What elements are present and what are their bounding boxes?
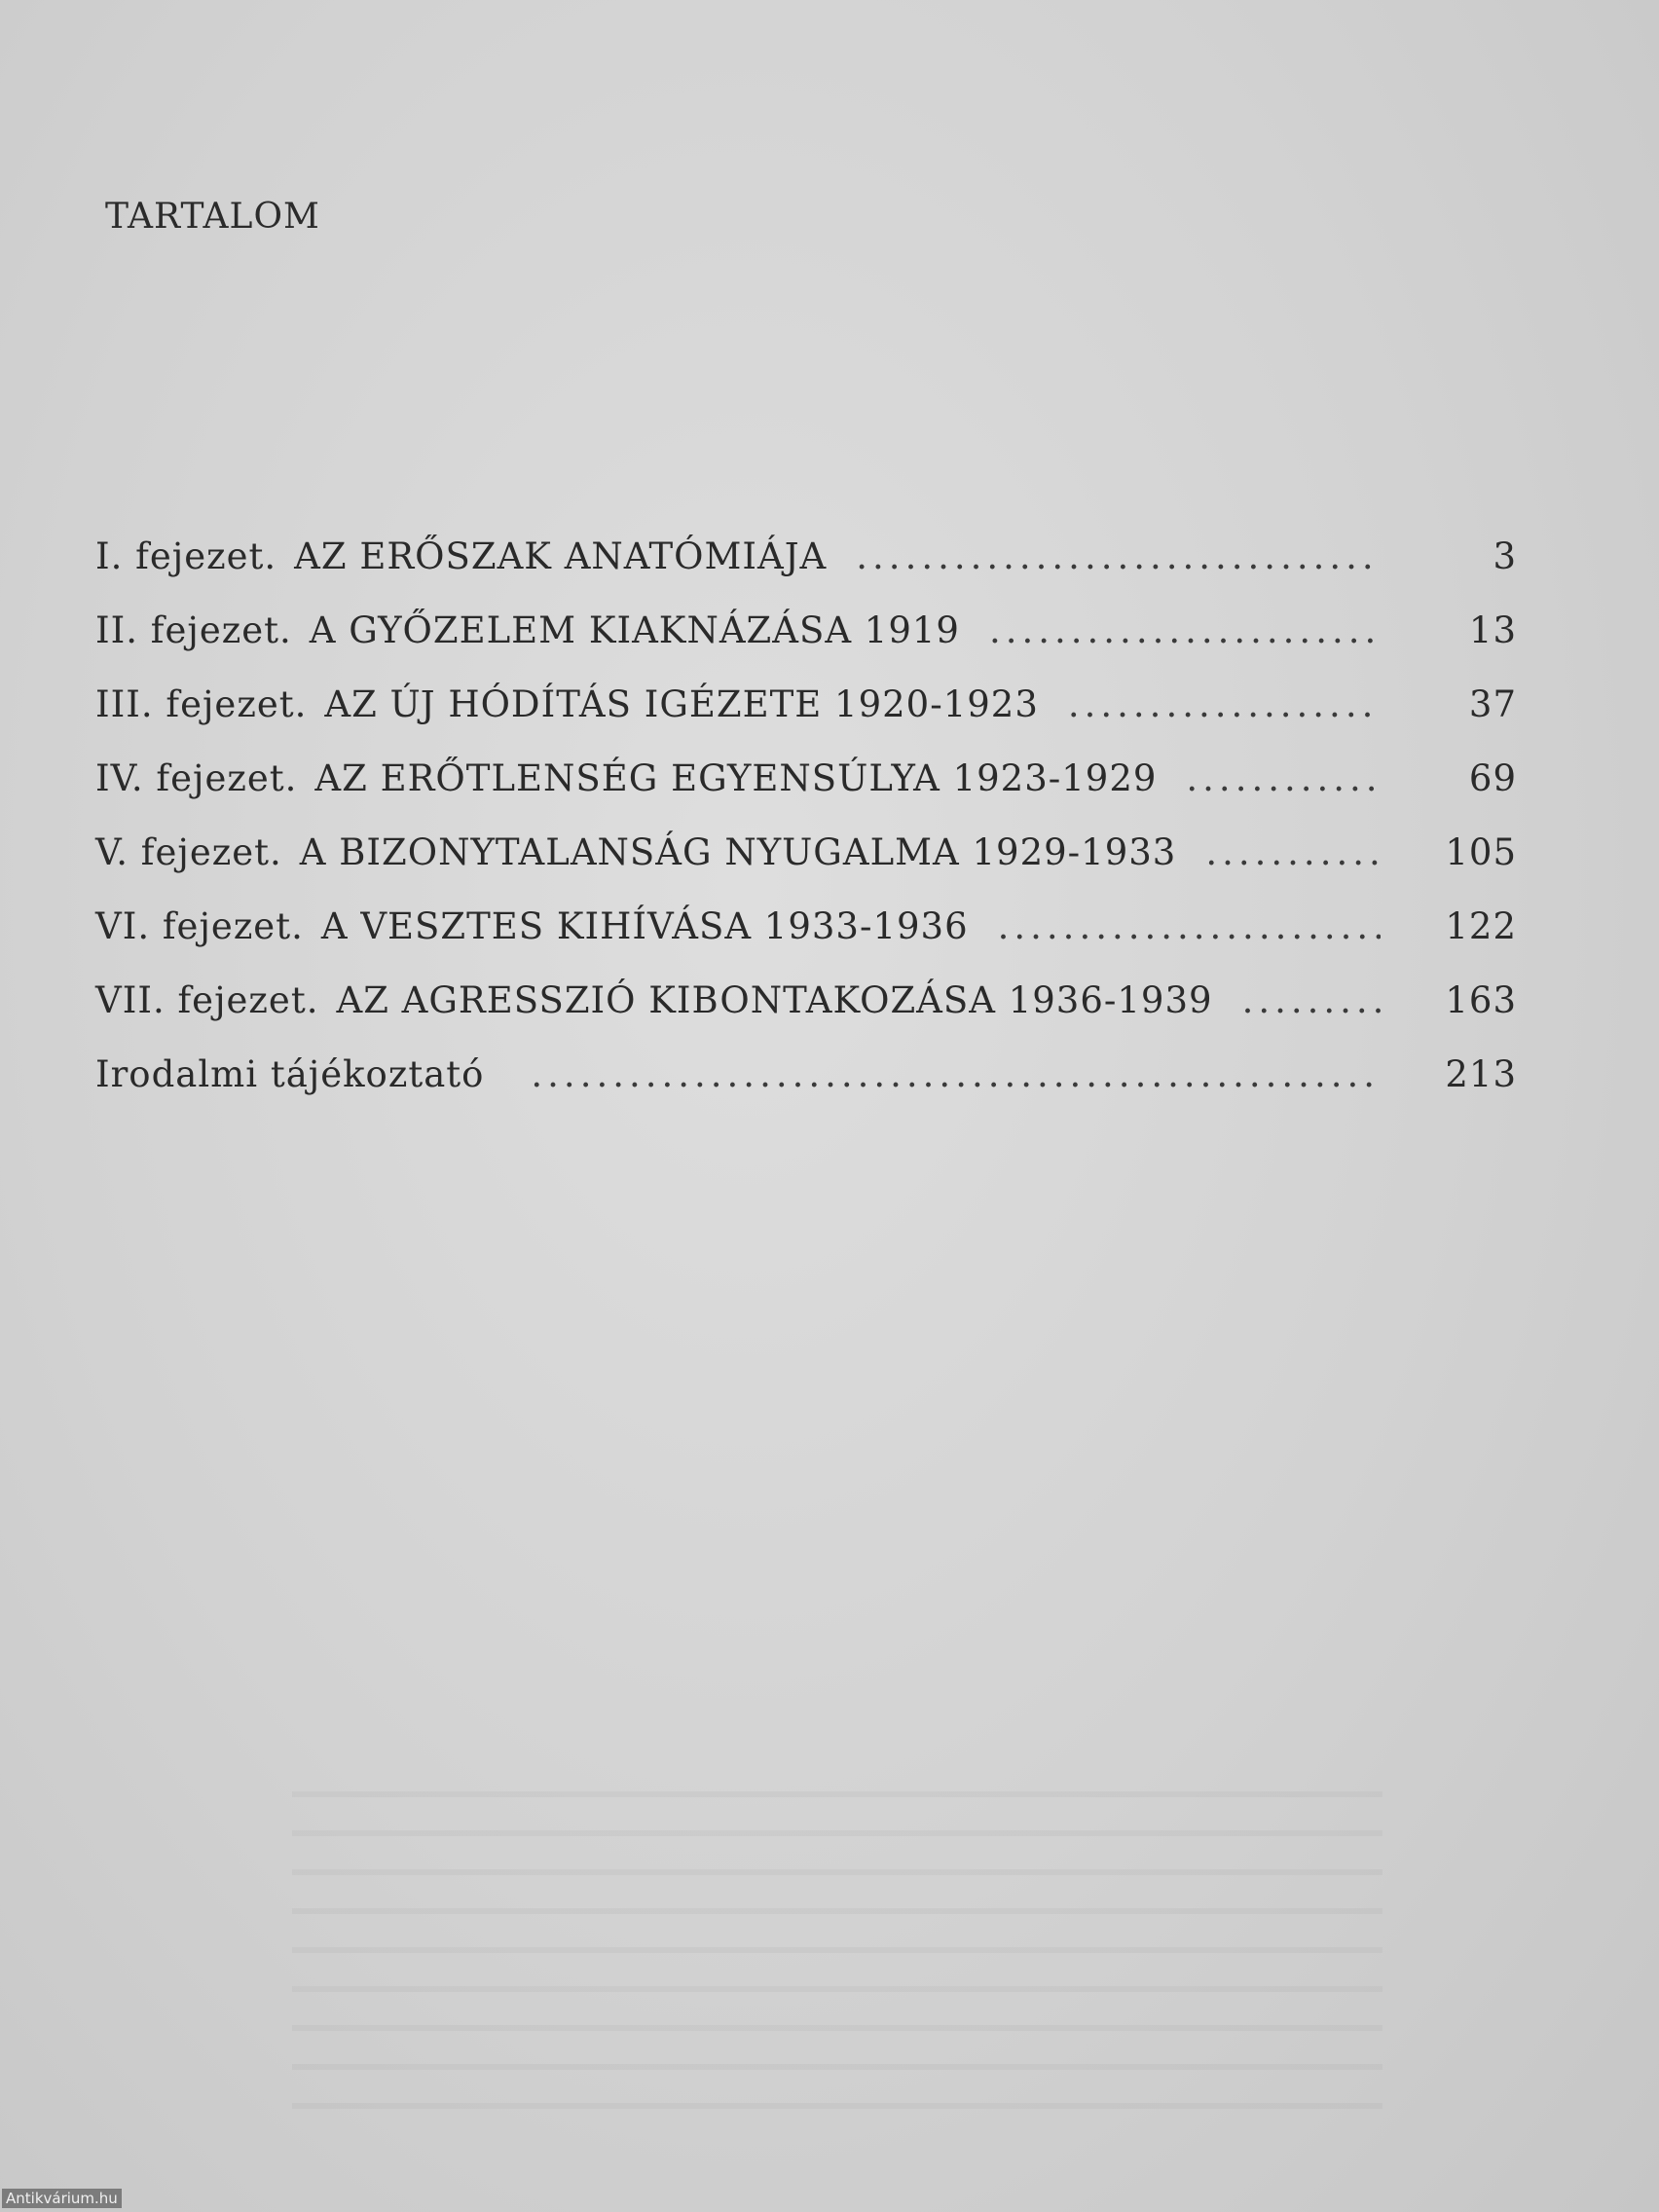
toc-entry bbox=[95, 683, 1517, 757]
dot-leader bbox=[531, 1053, 1381, 1095]
toc-chapter-label: VI. fejezet. bbox=[95, 905, 304, 947]
dot-leader bbox=[989, 609, 1381, 651]
toc-chapter-title: A VESZTES KIHÍVÁSA 1933-1936 bbox=[320, 905, 969, 947]
toc-page-number: 37 bbox=[1468, 683, 1517, 725]
toc-chapter-title: A GYŐZELEM KIAKNÁZÁSA 1919 bbox=[309, 609, 960, 651]
toc-page-number: 105 bbox=[1445, 831, 1517, 873]
dot-leader bbox=[856, 535, 1381, 577]
toc-chapter-label: Irodalmi tájékoztató bbox=[95, 1053, 485, 1095]
toc-page-number: 69 bbox=[1468, 757, 1517, 799]
toc-entry bbox=[95, 979, 1517, 1053]
toc-entry bbox=[95, 609, 1517, 683]
toc-page-number: 122 bbox=[1445, 905, 1517, 947]
toc-entry bbox=[95, 905, 1517, 979]
dot-leader bbox=[998, 905, 1381, 947]
page-title: TARTALOM bbox=[105, 197, 320, 237]
watermark: Antikvárium.hu bbox=[2, 2189, 122, 2208]
dot-leader bbox=[1068, 683, 1381, 725]
toc-chapter-title: AZ ÚJ HÓDÍTÁS IGÉZETE 1920-1923 bbox=[324, 683, 1039, 725]
toc-chapter-title: A BIZONYTALANSÁG NYUGALMA 1929-1933 bbox=[299, 831, 1177, 873]
toc-chapter-label: III. fejezet. bbox=[95, 683, 308, 725]
toc-entry bbox=[95, 757, 1517, 831]
toc-chapter-label: I. fejezet. bbox=[95, 535, 277, 577]
toc-chapter-label: IV. fejezet. bbox=[95, 757, 298, 799]
toc-entry bbox=[95, 535, 1517, 609]
toc-chapter-label: II. fejezet. bbox=[95, 609, 292, 651]
dot-leader bbox=[1186, 757, 1381, 799]
toc-chapter-title: AZ AGRESSZIÓ KIBONTAKOZÁSA 1936-1939 bbox=[336, 979, 1213, 1021]
toc-page-number: 213 bbox=[1445, 1053, 1517, 1095]
table-of-contents bbox=[95, 535, 1517, 1127]
toc-page-number: 3 bbox=[1493, 535, 1517, 577]
show-through-text bbox=[292, 1791, 1382, 2142]
dot-leader bbox=[1205, 831, 1381, 873]
toc-entry bbox=[95, 1053, 1517, 1127]
dot-leader bbox=[1242, 979, 1381, 1021]
toc-chapter-title: AZ ERŐTLENSÉG EGYENSÚLYA 1923-1929 bbox=[314, 757, 1158, 799]
toc-page-number: 13 bbox=[1468, 609, 1517, 651]
toc-chapter-label: VII. fejezet. bbox=[95, 979, 319, 1021]
toc-page-number: 163 bbox=[1445, 979, 1517, 1021]
toc-entry bbox=[95, 831, 1517, 905]
toc-chapter-title: AZ ERŐSZAK ANATÓMIÁJA bbox=[294, 535, 828, 577]
toc-chapter-label: V. fejezet. bbox=[95, 831, 282, 873]
